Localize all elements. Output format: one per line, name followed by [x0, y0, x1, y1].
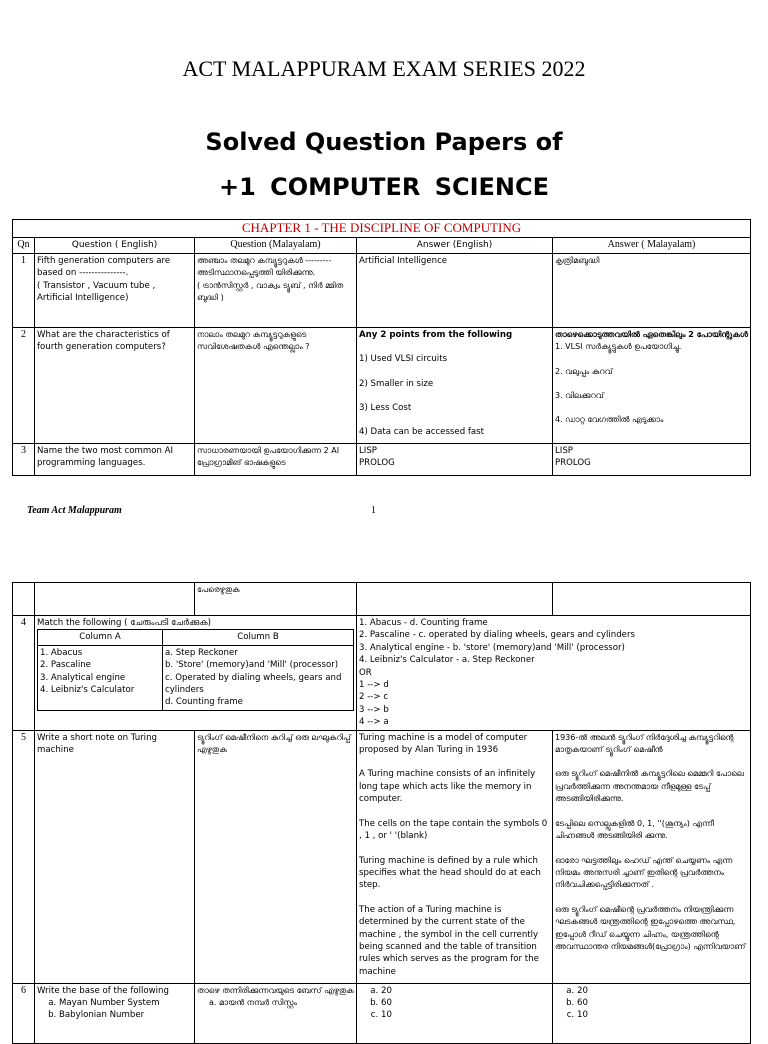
list-item: 2. Pascaline: [40, 660, 91, 671]
list-item: a. Mayan Number System: [59, 997, 192, 1009]
table-row: [13, 327, 751, 443]
table-row-continued: [13, 583, 751, 616]
question-table-page-1: [12, 219, 751, 476]
answer-paragraph-ml: ഓരോ ഘട്ടത്തിലും ഹെഡ് എന്ത് ചെയ്യണം എന്ന നിയമം അനുസരി ച്ചാണ് ഇതിന്റെ പ്രവർത്തനം നിർവചിക്കപ്പെട്ടിരിക്കുന്നത് .: [555, 855, 733, 890]
list-item: c. 10: [577, 1009, 748, 1021]
answer-text: LISP: [359, 445, 377, 456]
list-item: d. Counting frame: [165, 697, 243, 708]
question-number: 6: [13, 983, 35, 1043]
table-row: [13, 730, 751, 983]
question-english: [35, 983, 195, 1043]
question-malayalam: [195, 443, 357, 475]
answer-point: 3) Less Cost: [359, 403, 412, 414]
question-text: Match the following ( ചേരുംപടി ചേർക്കുക): [37, 618, 212, 628]
question-number: 5: [13, 730, 35, 983]
question-malayalam: [195, 253, 357, 327]
col-answer-malayalam: Answer ( Malayalam): [553, 238, 751, 253]
question-number: 3: [13, 443, 35, 475]
answer-line: 3. Analytical engine - b. 'store' (memory)and 'Mill' (processor): [359, 642, 625, 653]
list-item: a. 20: [381, 985, 550, 997]
answer-point: 1) Used VLSI circuits: [359, 354, 448, 365]
list-item: c. Operated by dialing wheels, gears and cylinders: [165, 672, 342, 696]
question-text-ml: നാലാം തലമുറ കമ്പ്യൂട്ടറുകളുടെ സവിശേഷതകൾ എന്തെല്ലാം ?: [197, 329, 310, 352]
answer-line: 2 --> c: [359, 692, 389, 703]
answer-english: [357, 443, 553, 475]
question-text-ml: താഴെ തന്നിരിക്കുന്നവയുടെ ബേസ് എഴുതുക: [197, 985, 354, 995]
list-item: 4. Leibniz's Calculator: [40, 685, 135, 696]
question-list: [37, 997, 192, 1021]
table-row: [13, 443, 751, 475]
question-options: ( Transistor , Vacuum tube , Artificial Intelligence): [37, 280, 156, 304]
answer-text: Artificial Intelligence: [359, 255, 448, 266]
question-options-ml: ( ട്രാൻസിസ്റ്റർ , വാക്വം ട്യൂബ് , നിർ മ്മിത ബുദ്ധി ): [197, 280, 344, 303]
question-text: Write the base of the following: [37, 985, 169, 996]
list-item: b. 'Store' (memory)and 'Mill' (processor): [165, 660, 339, 671]
answer-paragraph: The action of a Turing machine is determined by the current state of the machine , the symbol in the cell currently being scanned and the table of transition rules which serves as the program for the machine: [359, 904, 539, 977]
answer-malayalam: [553, 983, 751, 1043]
question-number: 1: [13, 253, 35, 327]
document-subtitle: Solved Question Papers of: [205, 128, 563, 156]
table-row: [13, 616, 751, 731]
column-header-row: [13, 238, 751, 253]
answer-line: 4. Leibniz's Calculator - a. Step Reckoner: [359, 655, 535, 666]
question-text: Fifth generation computers are based on ---------------.: [37, 255, 171, 279]
question-number: 4: [13, 616, 35, 731]
col-qn: Qn: [13, 238, 35, 253]
column-a-items: [38, 645, 163, 710]
answer-text-ml: കൃത്രിമബുദ്ധി: [555, 255, 600, 265]
question-text-ml: അഞ്ചാം തലമുറ കമ്പ്യൂട്ടറുകൾ --------- അടിസ്ഥാനപ്പെടുത്തി യിരിക്കുന്നു.: [197, 255, 332, 278]
answer-paragraph-ml: ഒരു ട്യൂറിംഗ് മെഷീനിൽ കമ്പ്യൂട്ടറിലെ മെമ്മറി പോലെ പ്രവർത്തിക്കുന്ന അനന്തമായ നീളമുള്ള ടേപ്പ് അടങ്ങിയിരിക്കുന്നു.: [555, 769, 744, 804]
answer-heading: Any 2 points from the following: [359, 329, 513, 340]
answer-paragraph-ml: ഒരു ട്യൂറിംഗ് മെഷീന്റെ പ്രവർത്തനം നിയന്ത്രിക്കുന്ന ഘടകങ്ങൾ യന്ത്രത്തിന്റെ ഇപ്പോഴത്തെ അവസ്ഥ, ഇപ്പോൾ റീഡ് ചെയ്യുന്ന ചിഹ്നം, യന്ത്രത്തിന്റെ അവസ്ഥാന്തര നിയമങ്ങൾ(പ്രോഗ്രാം) എന്നിവയാണ്: [555, 904, 746, 951]
answer-line: 3 --> b: [359, 704, 389, 715]
column-b-header: Column B: [163, 630, 354, 645]
question-malayalam: [195, 983, 357, 1043]
question-malayalam: പേരെഴുതുക: [195, 583, 357, 616]
question-english: [35, 253, 195, 327]
answer-point: 2) Smaller in size: [359, 378, 434, 389]
answer-line: 1. Abacus - d. Counting frame: [359, 618, 488, 628]
list-item: a. Step Reckoner: [165, 647, 238, 658]
col-question-english: Question ( English): [35, 238, 195, 253]
answer-line: 4 --> a: [359, 717, 389, 728]
question-text-ml: സാധാരണയായി ഉപയോഗിക്കുന്ന 2 AI പ്രോഗ്രാമിങ് ഭാഷകളുടെ: [197, 445, 340, 468]
question-english: [35, 327, 195, 443]
answer-point-ml: 2. വലുപ്പം കുറവ്: [555, 366, 613, 376]
question-table-page-2: [12, 582, 751, 1044]
column-b-items: [163, 645, 354, 710]
question-malayalam: ട്യൂറിംഗ് മെഷീനിനെ കുറിച്ച് ഒരു ലഘുകുറിപ്പ് എഴുതുക: [195, 730, 357, 983]
answer-text-ml: LISP: [555, 445, 573, 456]
answer-malayalam: [553, 253, 751, 327]
answer-english: [357, 253, 553, 327]
answer-english: [357, 616, 751, 731]
answer-paragraph: A Turing machine consists of an infinitely long tape which acts like the memory in computer.: [359, 769, 536, 805]
answer-malayalam: [553, 443, 751, 475]
list-item: b. Babylonian Number: [59, 1009, 192, 1021]
table-row: [13, 253, 751, 327]
col-question-malayalam: Question (Malayalam): [195, 238, 357, 253]
answer-text-ml: PROLOG: [555, 458, 591, 469]
answer-english: [357, 327, 553, 443]
answer-english: [357, 983, 553, 1043]
answer-line: 2. Pascaline - c. operated by dialing wheels, gears and cylinders: [359, 630, 635, 641]
question-english: [35, 616, 357, 731]
subject-title: +1 COMPUTER SCIENCE: [218, 173, 550, 201]
list-item: a. 20: [577, 985, 748, 997]
list-item: b. 60: [577, 997, 748, 1009]
question-number: 2: [13, 327, 35, 443]
list-item: 3. Analytical engine: [40, 672, 126, 683]
answer-line: 1 --> d: [359, 680, 389, 691]
answer-point-ml: 4. ഡാറ്റ വേഗത്തിൽ എടുക്കാം: [555, 415, 664, 425]
chapter-heading: CHAPTER 1 - THE DISCIPLINE OF COMPUTING: [13, 220, 751, 238]
answer-heading-ml: താഴെക്കൊടുത്തവയിൽ ഏതെങ്കിലും 2 പോയിന്റുകൾ: [555, 329, 748, 339]
answer-paragraph-ml: 1936-ൽ അലൻ ട്യൂറിംഗ് നിർദ്ദേശിച്ച കമ്പ്യൂട്ടറിന്റെ മാതൃകയാണ് ട്യൂറിംഗ് മെഷീൻ: [555, 732, 734, 755]
table-row: [13, 983, 751, 1043]
answer-paragraph: The cells on the tape contain the symbols 0 , 1 , or ' '(blank): [359, 818, 548, 842]
answer-malayalam: [553, 327, 751, 443]
question-list-ml: [197, 997, 354, 1009]
answer-list: [359, 985, 550, 1021]
list-item: a. മായൻ നമ്പർ സിസ്റ്റം: [219, 997, 354, 1009]
answer-english: [357, 730, 553, 983]
answer-malayalam: [553, 730, 751, 983]
question-english: [35, 443, 195, 475]
column-a-header: Column A: [38, 630, 163, 645]
answer-text: PROLOG: [359, 458, 395, 469]
answer-paragraph-ml: ടേപ്പിലെ സെല്ലുകളിൽ 0, 1, ''(ശൂന്യം) എന്നീ ചിഹ്നങ്ങൾ അടങ്ങിയിരി ക്കുന്നു.: [555, 818, 714, 841]
col-answer-english: Answer (English): [357, 238, 553, 253]
exam-series-title: ACT MALAPPURAM EXAM SERIES 2022: [182, 56, 586, 81]
list-item: c. 10: [381, 1009, 550, 1021]
page-number: 1: [371, 505, 376, 516]
answer-point-ml: 1. VLSI സർക്യൂട്ടുകൾ ഉപയോഗിച്ചു.: [555, 342, 682, 352]
team-footer: Team Act Malappuram: [27, 505, 122, 516]
answer-paragraph: Turing machine is defined by a rule which specifies what the head should do at each step.: [359, 855, 541, 891]
question-text: Name the two most common AI programming languages.: [37, 445, 174, 469]
match-table: [37, 629, 354, 710]
question-english: Write a short note on Turing machine: [35, 730, 195, 983]
answer-paragraph: Turing machine is a model of computer proposed by Alan Turing in 1936: [359, 732, 528, 756]
list-item: b. 60: [381, 997, 550, 1009]
answer-point-ml: 3. വിലക്കുറവ്: [555, 391, 604, 401]
question-text: What are the characteristics of fourth generation computers?: [37, 329, 170, 353]
question-malayalam: [195, 327, 357, 443]
answer-list-ml: [555, 985, 748, 1021]
answer-line: OR: [359, 667, 372, 678]
list-item: 1. Abacus: [40, 647, 83, 658]
answer-point: 4) Data can be accessed fast: [359, 427, 485, 438]
